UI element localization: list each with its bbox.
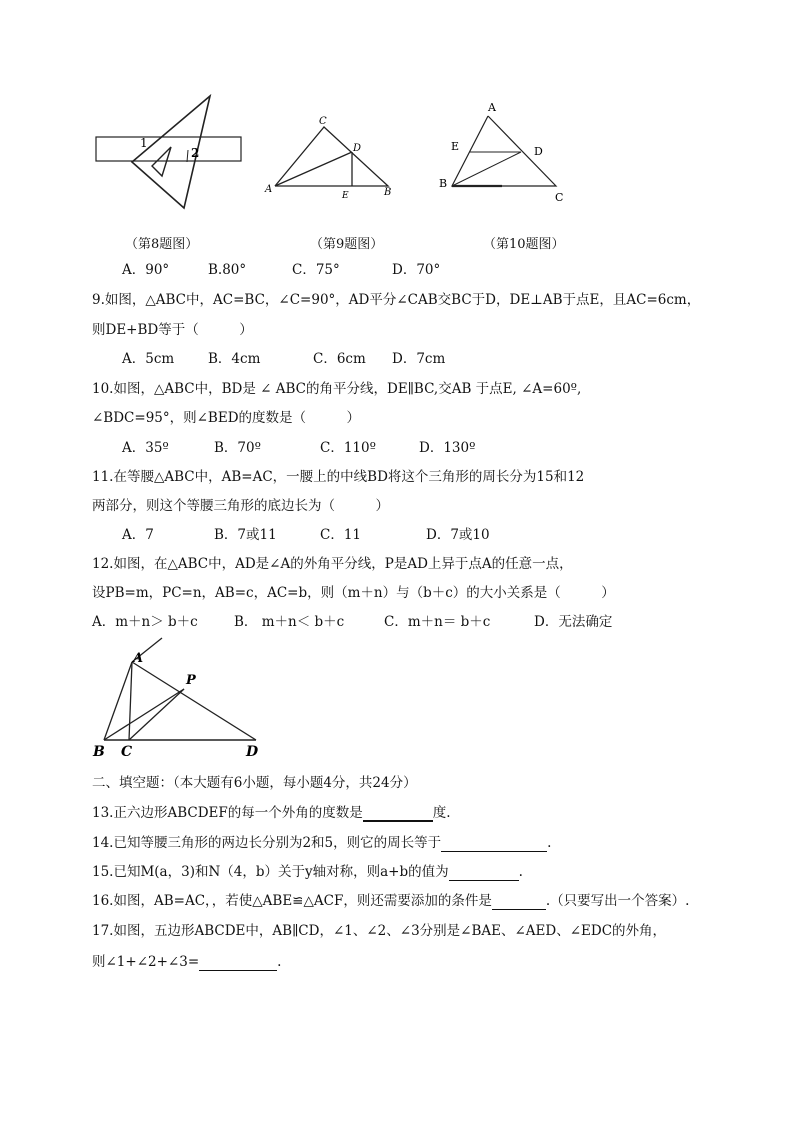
- q9-option-a: A．5cm: [122, 351, 175, 367]
- q10-option-b: B．70º: [214, 440, 261, 456]
- q9-option-b: B．4cm: [208, 351, 261, 367]
- q14: [92, 834, 551, 852]
- q14-answer-blank[interactable]: [441, 837, 547, 852]
- fig8-label-1: 1: [140, 136, 148, 150]
- q14-text: 14.已知等腰三角形的两边长分别为2和5，则它的周长等于: [92, 835, 442, 851]
- fig9-label-a: A: [265, 184, 273, 195]
- fig8-label-2: 2: [191, 146, 200, 160]
- figure-9: [260, 112, 400, 202]
- q15-text: 15.已知M(a，3)和N（4，b）关于y轴对称，则a+b的值为: [92, 864, 449, 880]
- fig10-label-c: C: [555, 191, 564, 204]
- q15-suffix: .: [518, 864, 523, 880]
- q11-line1: 11.在等腰△ABC中，AB=AC，一腰上的中线BD将这个三角形的周长分为15和12: [92, 469, 585, 485]
- fig9-label-d: D: [353, 143, 362, 154]
- q16: [92, 892, 689, 910]
- figure-12: [90, 632, 280, 762]
- fig10-label-a: A: [488, 101, 496, 114]
- fig12-label-b: B: [93, 744, 105, 760]
- q13-suffix: 度.: [432, 805, 451, 821]
- q10-line1: 10.如图，△ABC中，BD是 ∠ ABC的角平分线，DE∥BC,交AB 于点E, ∠A=60º,: [92, 381, 582, 397]
- q8-option-a: A．90°: [122, 262, 170, 278]
- q10-line2: ∠BDC=95°，则∠BED的度数是（ ）: [92, 410, 361, 426]
- fig12-label-a: A: [133, 651, 144, 666]
- q12-line1: 12.如图，在△ABC中，AD是∠A的外角平分线，P是AD上异于点A的任意一点，: [92, 556, 573, 572]
- fig12-label-p: P: [186, 673, 196, 688]
- q12-option-c: C．m＋n＝ b＋c: [384, 614, 491, 630]
- section-2-heading: 二、填空题：（本大题有6小题，每小题4分，共24分）: [92, 775, 417, 791]
- q10-option-c: C．110º: [320, 440, 376, 456]
- q15-answer-blank[interactable]: [449, 866, 519, 881]
- q8-option-b: B.80°: [208, 262, 247, 278]
- q11-option-c: C．11: [320, 527, 362, 543]
- q16-answer-blank[interactable]: [492, 895, 546, 910]
- fig9-label-c: C: [319, 116, 327, 127]
- q12-line2: 设PB=m，PC=n，AB=c，AC=b，则（m＋n）与（b＋c）的大小关系是（ ）: [92, 585, 615, 601]
- fig10-caption: （第10题图）: [483, 237, 565, 252]
- fig10-label-d: D: [534, 145, 543, 158]
- q11-line2: 两部分，则这个等腰三角形的底边长为（ ）: [92, 498, 389, 514]
- q12-option-d: D．无法确定: [534, 614, 613, 630]
- q9-option-c: C．6cm: [313, 351, 366, 367]
- q17-suffix: .: [277, 954, 282, 970]
- q13-text: 13.正六边形ABCDEF的每一个外角的度数是: [92, 805, 363, 821]
- q17-line2: [92, 953, 281, 971]
- q13: [92, 804, 451, 822]
- q11-option-b: B．7或11: [214, 527, 277, 543]
- fig12-label-d: D: [246, 744, 259, 760]
- fig9-label-e: E: [342, 191, 349, 201]
- q11-option-a: A．7: [122, 527, 154, 543]
- figure-10: [430, 98, 580, 210]
- q14-suffix: .: [547, 835, 552, 851]
- q15: [92, 863, 523, 881]
- q8-option-c: C．75°: [292, 262, 340, 278]
- fig8-caption: （第8题图）: [125, 237, 199, 252]
- q13-answer-blank[interactable]: [363, 806, 433, 822]
- fig10-label-b: B: [439, 177, 448, 190]
- fig9-caption: （第9题图）: [310, 237, 384, 252]
- q9-line1: 9.如图，△ABC中，AC=BC，∠C=90°，AD平分∠CAB交BC于D，DE⊥AB于点E，且AC=6cm，: [92, 292, 701, 308]
- q12-option-b: B． m＋n＜ b＋c: [234, 614, 345, 630]
- q8-option-d: D．70°: [392, 262, 441, 278]
- triangle-abc: [275, 127, 388, 186]
- figure-8: [90, 90, 250, 215]
- fig10-label-e: E: [451, 140, 460, 153]
- q16-suffix: .（只要写出一个答案）.: [545, 893, 690, 909]
- q12-option-a: A．m＋n＞ b＋c: [92, 614, 198, 630]
- fig12-label-c: C: [121, 744, 133, 760]
- q16-text: 16.如图，AB=AC，，若使△ABE≌△ACF，则还需要添加的条件是: [92, 893, 492, 909]
- q10-option-d: D．130º: [419, 440, 476, 456]
- q11-option-d: D．7或10: [426, 527, 490, 543]
- q10-option-a: A．35º: [122, 440, 169, 456]
- q9-option-d: D．7cm: [392, 351, 446, 367]
- fig9-label-b: B: [384, 187, 392, 198]
- q17-answer-blank[interactable]: [199, 956, 277, 971]
- q9-line2: 则DE+BD等于（ ）: [92, 322, 253, 338]
- q17-text: 则∠1+∠2+∠3=: [92, 954, 200, 970]
- q17-line1: 17.如图，五边形ABCDE中，AB∥CD，∠1、∠2、∠3分别是∠BAE、∠AED、∠EDC的外角，: [92, 923, 667, 939]
